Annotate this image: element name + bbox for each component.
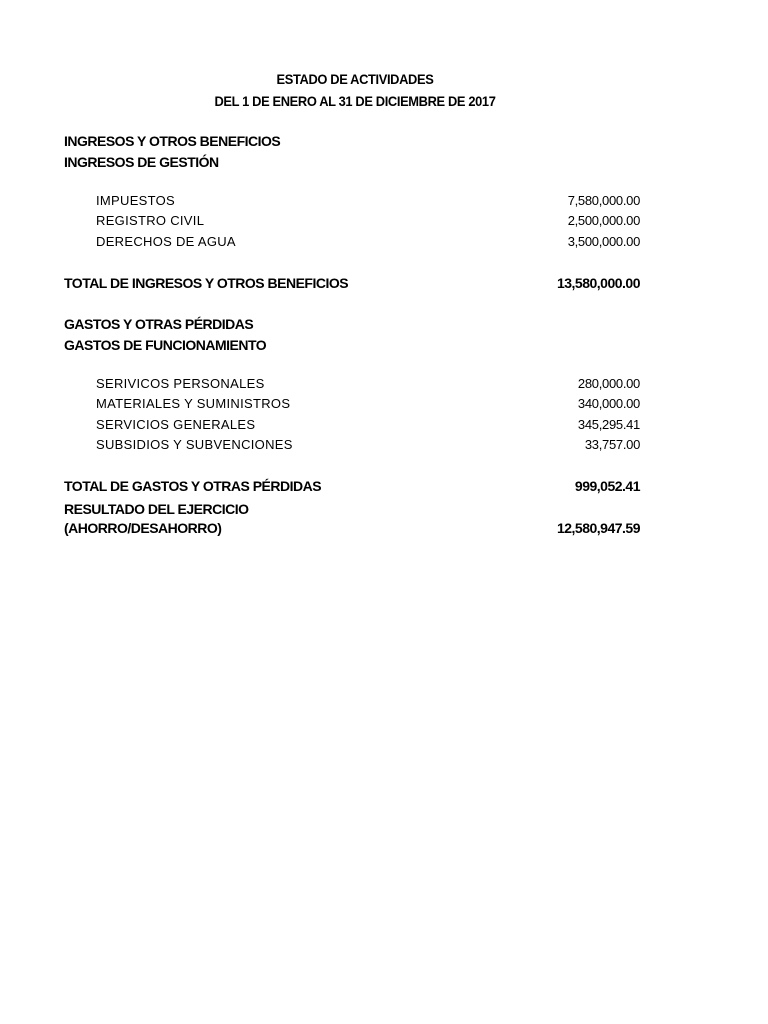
expense-item-amount: 33,757.00 xyxy=(584,437,640,452)
expenses-total-amount: 999,052.41 xyxy=(574,478,640,494)
income-total-row xyxy=(0,275,768,295)
income-item-label: REGISTRO CIVIL xyxy=(96,213,205,228)
expense-row-materiales xyxy=(0,396,768,416)
expense-row-subsidios xyxy=(0,437,768,457)
result-label-line1: RESULTADO DEL EJERCICIO xyxy=(64,501,249,517)
income-subsection-title: INGRESOS DE GESTIÓN xyxy=(64,154,219,170)
document-title: ESTADO DE ACTIVIDADES xyxy=(276,71,434,87)
income-row-impuestos xyxy=(0,193,768,213)
income-section-title: INGRESOS Y OTROS BENEFICIOS xyxy=(64,133,281,149)
income-row-derechos-de-agua xyxy=(0,234,768,254)
expense-item-label: SUBSIDIOS Y SUBVENCIONES xyxy=(96,437,293,452)
income-total-label: TOTAL DE INGRESOS Y OTROS BENEFICIOS xyxy=(64,275,349,291)
expense-item-amount: 280,000.00 xyxy=(577,376,640,391)
income-total-amount: 13,580,000.00 xyxy=(556,275,640,291)
expenses-section-title: GASTOS Y OTRAS PÉRDIDAS xyxy=(64,316,254,332)
result-label-line2: (AHORRO/DESAHORRO) xyxy=(64,520,222,536)
income-item-amount: 3,500,000.00 xyxy=(567,234,640,249)
expense-row-servicios-generales xyxy=(0,417,768,437)
result-amount: 12,580,947.59 xyxy=(556,520,640,536)
document-period: DEL 1 DE ENERO AL 31 DE DICIEMBRE DE 2017 xyxy=(214,93,496,109)
income-item-amount: 2,500,000.00 xyxy=(567,213,640,228)
expenses-total-label: TOTAL DE GASTOS Y OTRAS PÉRDIDAS xyxy=(64,478,322,494)
expense-item-label: MATERIALES Y SUMINISTROS xyxy=(96,396,291,411)
income-item-label: IMPUESTOS xyxy=(96,193,176,208)
expense-item-amount: 345,295.41 xyxy=(577,417,640,432)
income-row-registro-civil xyxy=(0,213,768,233)
result-row xyxy=(0,520,768,540)
expense-item-label: SERVICIOS GENERALES xyxy=(96,417,256,432)
income-item-label: DERECHOS DE AGUA xyxy=(96,234,236,249)
expenses-total-row xyxy=(0,478,768,498)
expense-item-amount: 340,000.00 xyxy=(577,396,640,411)
expenses-subsection-title: GASTOS DE FUNCIONAMIENTO xyxy=(64,337,267,353)
expense-row-servicios-personales xyxy=(0,376,768,396)
income-item-amount: 7,580,000.00 xyxy=(567,193,640,208)
expense-item-label: SERIVICOS PERSONALES xyxy=(96,376,265,391)
